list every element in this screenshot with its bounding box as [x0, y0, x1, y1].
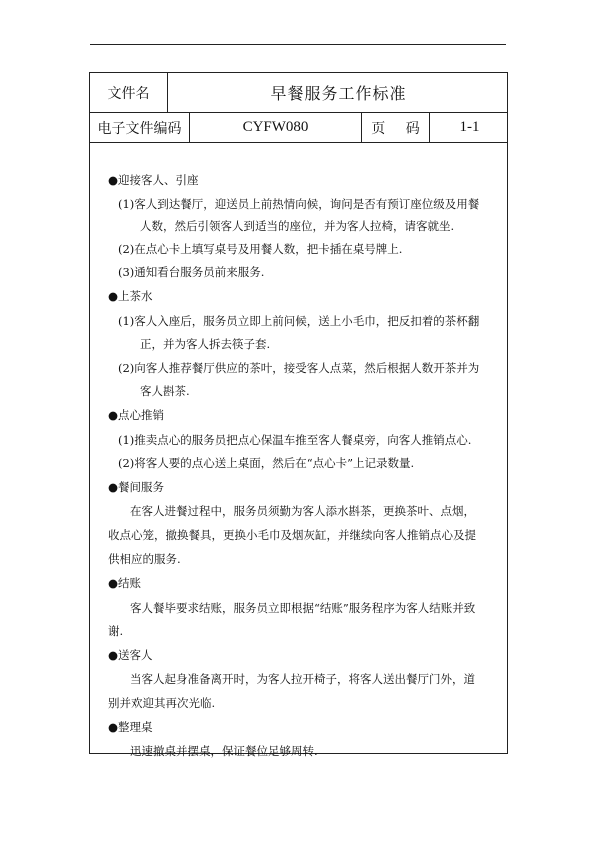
- document-frame: [89, 72, 508, 758]
- paragraph-line: 谢.: [108, 624, 124, 638]
- paragraph-line: 迅速撤桌并摆桌，保证餐位足够周转.: [130, 744, 318, 758]
- section-heading: ●结账: [108, 576, 142, 590]
- paragraph-line: (3)通知看台服务员前来服务.: [118, 265, 265, 279]
- paragraph-line: 当客人起身准备离开时，为客人拉开椅子，将客人送出餐厅门外，道: [130, 672, 475, 686]
- section-heading: ●送客人: [108, 648, 153, 662]
- top-rule: [90, 44, 506, 45]
- code-value: CYFW080: [190, 113, 362, 142]
- paragraph-line: 正，并为客人拆去筷子套.: [140, 337, 271, 351]
- paragraph-line: 别并欢迎其再次光临.: [108, 696, 216, 710]
- paragraph-line: 供相应的服务.: [108, 552, 181, 566]
- paragraph-line: (1)客人入座后，服务员立即上前问候，送上小毛巾，把反扣着的茶杯翻: [118, 314, 480, 328]
- paragraph-line: (1)客人到达餐厅，迎送员上前热情向候，询问是否有预订座位级及用餐: [118, 197, 480, 211]
- file-name-label: 文件名: [90, 73, 168, 112]
- section-heading: ●整理桌: [108, 720, 153, 734]
- paragraph-line: (2)在点心卡上填写桌号及用餐人数，把卡插在桌号牌上.: [118, 242, 403, 256]
- paragraph-line: 客人餐毕要求结账，服务员立即根据“结账”服务程序为客人结账并致: [130, 601, 476, 615]
- paragraph-line: 在客人进餐过程中，服务员须勤为客人添水斟茶，更换茶叶、点烟，: [130, 504, 475, 518]
- section-heading: ●迎接客人、引座: [108, 173, 199, 187]
- paragraph-line: 收点心笼，撤换餐具，更换小毛巾及烟灰缸，并继续向客人推销点心及提: [108, 528, 476, 542]
- section-heading: ●点心推销: [108, 408, 165, 422]
- header-row-code: [90, 113, 507, 143]
- header-row-title: [90, 73, 507, 113]
- code-label: 电子文件编码: [90, 113, 190, 142]
- section-heading: ●餐间服务: [108, 480, 165, 494]
- page-value: 1-1: [459, 119, 480, 135]
- section-heading: ●上茶水: [108, 289, 153, 303]
- paragraph-line: (2)向客人推荐餐厅供应的茶叶，接受客人点菜，然后根据人数开茶并为: [118, 361, 480, 375]
- paragraph-line: (1)推卖点心的服务员把点心保温车推至客人餐桌旁，向客人推销点心.: [118, 433, 472, 447]
- paragraph-line: (2)将客人要的点心送上桌面，然后在“点心卡”上记录数量.: [118, 456, 415, 470]
- paragraph-line: 人数，然后引领客人到适当的座位，并为客人拉椅，请客就坐.: [140, 219, 455, 233]
- document-title: 早餐服务工作标准: [270, 84, 407, 103]
- page-label: 页 码: [362, 113, 430, 142]
- paragraph-line: 客人斟茶.: [140, 384, 190, 398]
